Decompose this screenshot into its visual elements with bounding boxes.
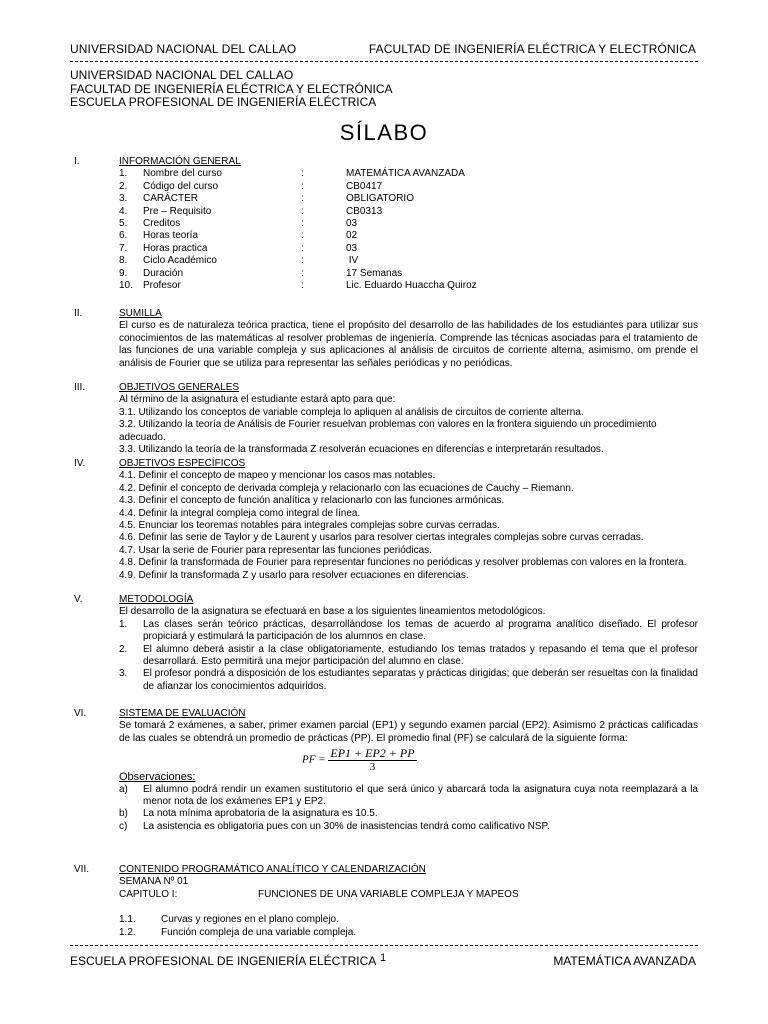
info-value: 02 (346, 230, 358, 242)
info-label: Horas teoría (143, 230, 199, 242)
objective-line: 3.1. Utilizando los conceptos de variable compleja lo apliquen al análisis de circuitos de corriente alterna. (119, 406, 584, 418)
observation-item (119, 808, 698, 820)
section-number: V. (74, 594, 83, 605)
info-num: 10. (119, 279, 133, 291)
info-value: 17 Semanas (346, 267, 403, 279)
objective-line: 4.3. Definir el concepto de función analítica y relacionarlo con las funciones armónicas. (119, 495, 505, 507)
objective-line: 3.2. Utilizando la teoría de Análisis de Fourier resuelvan problemas con valores en la frontera siguiendo un procedimiento adecuado. (119, 419, 657, 443)
info-colon: : (301, 267, 304, 279)
info-colon: : (301, 168, 304, 180)
info-num: 4. (119, 205, 128, 217)
info-colon: : (301, 217, 304, 229)
item-number: 1. (119, 618, 128, 630)
page-header (70, 42, 696, 60)
objective-line: Al término de la asignatura el estudiante estará apto para que: (119, 394, 396, 406)
info-num: 3. (119, 193, 128, 205)
info-label: Ciclo Académico (143, 255, 217, 267)
section-number: IV. (74, 458, 86, 469)
info-colon: : (301, 255, 304, 267)
evaluation-text: Se tomará 2 exámenes, a saber, primer examen parcial (EP1) y segundo examen parcial (EP2). Asimismo 2 prácticas calificadas de las cuales se obtendrá un promedio de prácticas (PP). El promedio final (PF) se calculará de la siguiente forma: (119, 720, 698, 744)
observation-item (119, 821, 698, 833)
item-number: 3. (119, 668, 128, 680)
info-value: 03 (346, 217, 358, 229)
info-label: Pre – Requisito (143, 205, 212, 217)
topic-number: 1.2. (119, 927, 136, 939)
page-number: 1 (380, 952, 387, 964)
week-label: SEMANA Nº 01 (119, 876, 189, 888)
info-value: CB0417 (346, 180, 383, 192)
section-number: I. (74, 156, 80, 167)
info-row (119, 206, 698, 218)
info-row (119, 280, 698, 292)
item-letter: b) (119, 808, 128, 820)
info-value: Lic. Eduardo Huaccha Quiroz (346, 279, 477, 291)
info-row (119, 218, 698, 230)
info-num: 9. (119, 267, 128, 279)
topic-number: 1.1. (119, 914, 136, 926)
objective-line: 4.1. Definir el concepto de mapeo y mencionar los casos mas notables. (119, 470, 436, 482)
observations-heading: Observaciones: (119, 771, 196, 784)
info-colon: : (301, 180, 304, 192)
institution-line: UNIVERSIDAD NACIONAL DEL CALLAO (70, 68, 294, 82)
institution-block (70, 69, 393, 110)
info-row (119, 243, 698, 255)
formula-fraction (328, 747, 416, 773)
objective-line: 4.8. Definir la transformada de Fourier para representar funciones no periódicas y resolver problemas con valores en la frontera. (119, 557, 687, 569)
section-heading: SISTEMA DE EVALUACIÓN (119, 708, 246, 719)
section-number: III. (74, 382, 86, 393)
objective-line: 4.4. Definir la integral compleja como integral de línea. (119, 507, 361, 519)
footer-divider (70, 945, 698, 946)
item-letter: c) (119, 820, 128, 832)
section-number: VII. (74, 864, 90, 875)
objective-line: 4.9. Definir la transformada Z y usarlo para resolver ecuaciones en diferencias. (119, 569, 469, 581)
objective-line: 4.6. Definir las serie de Taylor y de Laurent y usarlos para resolver ciertas integrales complejas sobre curvas cerradas. (119, 532, 644, 544)
footer-right: MATEMÁTICA AVANZADA (553, 954, 696, 968)
info-row (119, 193, 698, 205)
section-heading: OBJETIVOS GENERALES (119, 382, 240, 393)
chapter-title: FUNCIONES DE UNA VARIABLE COMPLEJA Y MAPEOS (258, 888, 519, 900)
methodology-item (119, 644, 698, 669)
formula-lhs: PF = (302, 753, 326, 766)
info-num: 6. (119, 230, 128, 242)
section-heading: SUMILLA (119, 308, 162, 319)
section-heading: OBJETIVOS ESPECÍFICOS (119, 458, 246, 469)
institution-line: ESCUELA PROFESIONAL DE INGENIERÍA ELÉCTRICA (70, 95, 377, 109)
info-value: CB0313 (346, 205, 383, 217)
section-number: VI. (74, 708, 87, 719)
info-num: 7. (119, 242, 128, 254)
info-label: Creditos (143, 217, 181, 229)
chapter-label: CAPITULO I: (119, 888, 178, 900)
header-divider (70, 61, 698, 62)
item-number: 2. (119, 643, 128, 655)
info-num: 2. (119, 180, 128, 192)
section-heading: METODOLOGÍA (119, 594, 194, 605)
info-value: MATEMÁTICA AVANZADA (346, 168, 465, 180)
info-label: Horas practica (143, 242, 208, 254)
section-heading: INFORMACIÓN GENERAL (119, 156, 241, 167)
formula-denominator: 3 (369, 760, 376, 773)
info-colon: : (301, 279, 304, 291)
info-colon: : (301, 242, 304, 254)
methodology-intro: El desarrollo de la asignatura se efectuará en base a los siguientes lineamientos metodológicos. (119, 606, 546, 618)
topic-text: Curvas y regiones en el plano complejo. (161, 914, 339, 926)
info-value: IV (346, 255, 359, 267)
footer-left: ESCUELA PROFESIONAL DE INGENIERÍA ELÉCTRICA (70, 954, 377, 968)
sumilla-text: El curso es de naturaleza teórica practica, tiene el propósito del desarrollo de las habilidades de los estudiantes para utilizar sus conocimientos de las matemáticas al resolver problemas de ingeniería. Comprende las técnicas asociadas para el tratamiento de las funciones de una variable compleja y sus aplicaciones al análisis de circuitos de corriente alterna, asimismo, om prende el análisis de Fourier que se utiliza para representar las señales periódicas y no periódicas. (119, 320, 698, 369)
observation-item (119, 784, 698, 809)
info-row (119, 268, 698, 280)
header-left: UNIVERSIDAD NACIONAL DEL CALLAO (70, 42, 297, 56)
formula-numerator: EP1 + EP2 + PP (330, 746, 415, 761)
item-text: El alumno deberá asistir a la clase obligatoriamente, estudiando los temas tratados y repasando el tema que el profesor desarrollará. Esto permitirá una mejor participación del alumno en clase. (143, 643, 698, 668)
info-label: Nombre del curso (143, 168, 222, 180)
item-text: Las clases serán teórico prácticas, desarrollándose los temas de acuerdo al programa analítico diseñado. El profesor propiciará y estimulará la participación de los alumnos en clase. (143, 618, 698, 643)
info-num: 5. (119, 217, 128, 229)
objective-line: 4.2. Definir el concepto de derivada compleja y relacionarlo con las ecuaciones de Cauchy – Riemann. (119, 482, 574, 494)
info-row (119, 230, 698, 242)
topic-row (119, 914, 698, 927)
chapter-row (119, 889, 698, 901)
info-row (119, 255, 698, 267)
info-label: Duración (143, 267, 184, 279)
info-label: Profesor (143, 279, 181, 291)
info-row (119, 168, 698, 180)
institution-line: FACULTAD DE INGENIERÍA ELÉCTRICA Y ELECTRÓNICA (70, 81, 393, 96)
info-label: Código del curso (143, 180, 219, 192)
info-value: OBLIGATORIO (346, 193, 414, 205)
item-text: El alumno podrá rendir un examen sustitutorio el que será único y abarcará toda la asignatura cuya nota reemplazará a la menor nota de los exámenes EP1 y EP2. (143, 783, 698, 808)
section-heading: CONTENIDO PROGRAMÁTICO ANALÍTICO Y CALENDARIZACIÓN (119, 864, 426, 875)
info-colon: : (301, 193, 304, 205)
document-title: SÍLABO (339, 120, 429, 145)
final-grade-formula (302, 747, 417, 773)
info-colon: : (301, 230, 304, 242)
info-value: 03 (346, 242, 358, 254)
formula-block (119, 745, 698, 773)
topic-row (119, 927, 698, 940)
info-colon: : (301, 205, 304, 217)
page-footer (70, 952, 696, 968)
objective-line: 3.3. Utilizando la teoría de la transformada Z resolverán ecuaciones en diferencias e interpretarán resultados. (119, 444, 604, 456)
info-num: 8. (119, 255, 128, 267)
topic-text: Función compleja de una variable compleja. (161, 927, 357, 939)
item-text: El profesor pondrá a disposición de los estudiantes separatas y prácticas dirigidas; que deberán ser resueltas con la finalidad de afianzar los conocimientos adquiridos. (143, 668, 698, 692)
info-num: 1. (119, 168, 128, 180)
item-text: La nota mínima aprobatoria de la asignatura es 10.5. (143, 808, 378, 820)
header-right: FACULTAD DE INGENIERÍA ELÉCTRICA Y ELECTRÓNICA (368, 42, 696, 56)
item-text: La asistencia es obligatoria pues con un 30% de inasistencias tendrá como calificativo NSP. (143, 820, 550, 832)
section-number: II. (74, 308, 83, 319)
info-list (119, 168, 698, 292)
methodology-item (119, 619, 698, 644)
info-label: CARÁCTER (143, 193, 199, 205)
objective-line: 4.5. Enunciar los teoremas notables para integrales complejas sobre curvas cerradas. (119, 520, 500, 532)
info-row (119, 181, 698, 193)
methodology-item (119, 668, 698, 693)
item-letter: a) (119, 783, 128, 795)
objective-line: 4.7. Usar la serie de Fourier para representar las funciones periódicas. (119, 544, 432, 556)
